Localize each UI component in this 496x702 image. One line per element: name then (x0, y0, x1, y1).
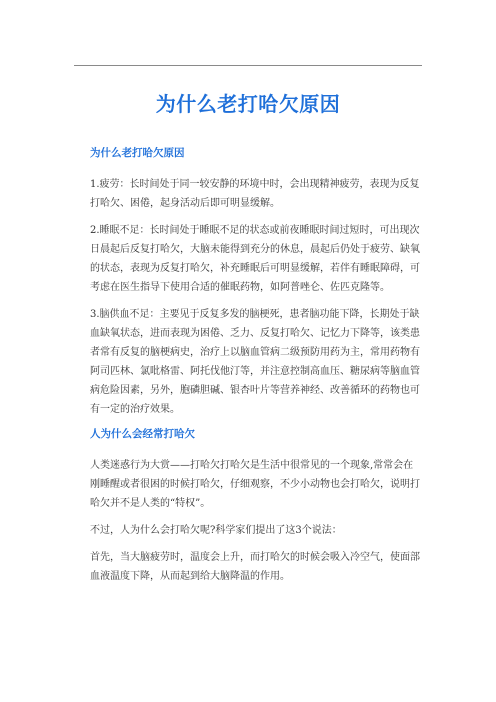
paragraph-brain-cooling: 首先，当大脑疲劳时，温度会上升，而打哈欠的时候会吸入冷空气，使面部血液温度下降，从而起到给大脑降温的作用。 (90, 552, 420, 582)
paragraph-sleep-deprivation: 2.睡眠不足：长时间处于睡眠不足的状态或前夜睡眠时间过短时，可出现次日晨起后反复打哈欠，大脑未能得到充分的休息，晨起后仍处于疲劳、缺氧的状态，表现为反复打哈欠，补充睡眠后可明显缓解，若伴有睡眠障碍，可考虑在医生指导下使用合适的催眠药物，如阿普唑仑、佐匹克隆等。 (90, 225, 420, 293)
document-body (90, 146, 422, 594)
section-heading-causes: 为什么老打哈欠原因 (90, 147, 185, 159)
paragraph-yawn-intro: 人类迷惑行为大赏——打哈欠打哈欠是生活中很常见的一个现象,常常会在刚睡醒或者很困的时候打哈欠，仔细观察，不少小动物也会打哈欠，说明打哈欠并不是人类的“特权”。 (90, 460, 420, 509)
section-heading-why-yawn: 人为什么会经常打哈欠 (90, 428, 195, 440)
page-title: 为什么老打哈欠原因 (155, 92, 341, 116)
paragraph-three-theories: 不过，人为什么会打哈欠呢?科学家们提出了这3个说法： (90, 525, 342, 536)
paragraph-cerebral-ischemia: 3.脑供血不足：主要见于反复多发的脑梗死，患者脑功能下降，长期处于缺血缺氧状态，进而表现为困倦、乏力、反复打哈欠、记忆力下降等，该类患者常有反复的脑梗病史，治疗上以脑血管病二级预防用药为主，常用药物有阿司匹林、氯吡格雷、阿托伐他汀等，并注意控制高血压、糖尿病等脑血管病危险因素，另外，胞磷胆碱、银杏叶片等营养神经、改善循环的药物也可有一定的治疗效果。 (90, 309, 420, 415)
header-divider (74, 65, 422, 66)
paragraph-fatigue: 1.疲劳：长时间处于同一较安静的环境中时，会出现精神疲劳，表现为反复打哈欠、困倦，起身活动后即可明显缓解。 (90, 179, 420, 209)
